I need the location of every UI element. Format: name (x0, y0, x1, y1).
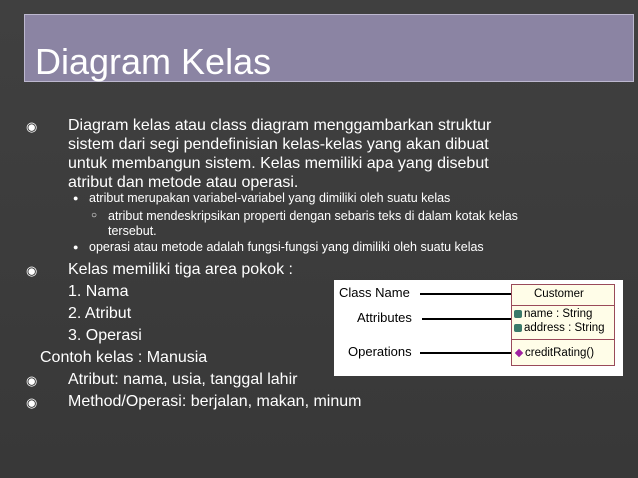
bullet-icon: ◉ (26, 119, 38, 134)
numbered-item: 1. Nama (68, 283, 129, 300)
uml-attribute-text: address : String (524, 322, 605, 334)
uml-class-diagram (334, 280, 623, 376)
uml-name-section (512, 285, 614, 306)
class-name-label: Class Name (339, 285, 410, 300)
sub-sub-bullet-line: tersebut. (108, 224, 157, 238)
uml-attribute (514, 308, 592, 320)
bullet-1-line: Diagram kelas atau class diagram menggambarkan struktur (68, 117, 492, 134)
sub-bullet-1-text: atribut merupakan variabel-variabel yang dimiliki oleh suatu kelas (89, 191, 451, 205)
bullet-4-text: Method/Operasi: berjalan, makan, minum (68, 393, 362, 410)
uml-class-name: Customer (534, 288, 584, 300)
sub-sub-bullet-icon: ○ (91, 210, 98, 221)
attribute-icon (514, 324, 522, 332)
uml-operations-section (512, 340, 614, 365)
slide-title: Diagram Kelas (35, 41, 272, 82)
bullet-3-text: Atribut: nama, usia, tanggal lahir (68, 371, 298, 388)
arrow-class-name (420, 293, 522, 295)
uml-operation-text: creditRating() (525, 347, 595, 359)
bullet-1-line: untuk membangun sistem. Kelas memiliki apa yang disebut (68, 155, 489, 172)
attribute-icon (514, 310, 522, 318)
bullet-1-text (68, 116, 491, 192)
sub-bullet-icon: ● (73, 193, 79, 203)
uml-operation (516, 347, 594, 359)
arrow-attributes (422, 318, 522, 320)
bullet-icon: ◉ (26, 263, 38, 278)
bullet-1-line: sistem dari segi pendefinisian kelas-kelas yang akan dibuat (68, 136, 489, 153)
uml-attributes-section (512, 306, 614, 340)
bullet-2-text: Kelas memiliki tiga area pokok : (68, 261, 293, 278)
bullet-icon: ◉ (26, 395, 38, 410)
uml-attribute (514, 322, 605, 334)
uml-attribute-text: name : String (524, 308, 593, 320)
bullet-icon: ◉ (26, 373, 38, 388)
arrow-operations (420, 352, 522, 354)
numbered-item: 3. Operasi (68, 327, 142, 344)
sub-bullet-2-text: operasi atau metode adalah fungsi-fungsi yang dimiliki oleh suatu kelas (89, 240, 484, 254)
sub-sub-bullet-line: atribut mendeskripsikan properti dengan sebaris teks di dalam kotak kelas (108, 209, 518, 223)
numbered-item: 2. Atribut (68, 305, 132, 322)
sub-bullet-icon: ● (73, 242, 79, 252)
title-bar (24, 14, 634, 82)
operation-icon (515, 349, 523, 357)
uml-class-box (511, 284, 615, 366)
attributes-label: Attributes (357, 310, 412, 325)
bullet-1-line: atribut dan metode atau operasi. (68, 174, 299, 191)
operations-label: Operations (348, 344, 412, 359)
sub-sub-bullet-text (108, 209, 518, 239)
example-text: Contoh kelas : Manusia (40, 349, 208, 366)
